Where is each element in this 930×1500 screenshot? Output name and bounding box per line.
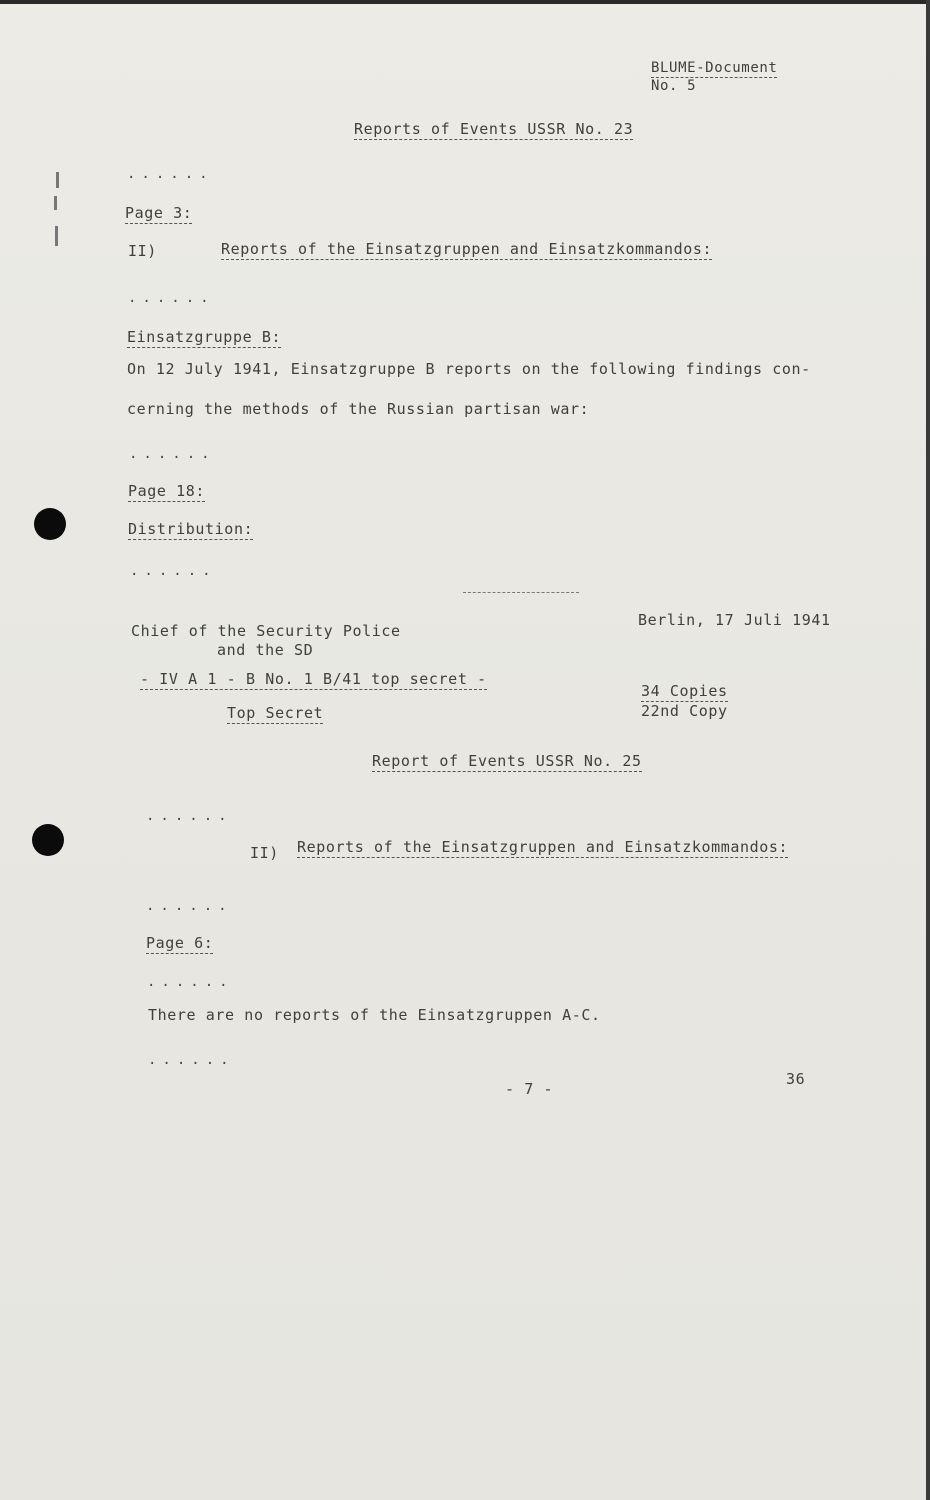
report-title: Reports of Events USSR No. 23: [354, 120, 634, 138]
ellipsis-marker: ......: [129, 446, 216, 462]
ellipsis-marker: ......: [128, 290, 215, 306]
punch-hole-upper: [34, 508, 66, 540]
report-title: Report of Events USSR No. 25: [372, 752, 642, 770]
scan-edge-top: [0, 0, 930, 4]
page-reference: Page 3:: [125, 204, 193, 222]
document-number: No. 5: [651, 78, 697, 94]
ellipsis-marker: ......: [146, 898, 233, 914]
ellipsis-marker: ......: [147, 974, 234, 990]
distribution-heading: Distribution:: [128, 520, 254, 538]
punch-hole-lower: [32, 824, 64, 856]
binding-mark: [54, 196, 57, 210]
stamp-number: 36: [786, 1070, 806, 1088]
document-label: BLUME-Document: [651, 60, 778, 76]
page-reference: Page 6:: [146, 934, 214, 952]
place-date: Berlin, 17 Juli 1941: [638, 611, 831, 629]
section-separator: [463, 592, 579, 593]
ellipsis-marker: ......: [148, 1052, 235, 1068]
page-number: - 7 -: [505, 1080, 554, 1098]
body-line: cerning the methods of the Russian partisan war:: [127, 400, 590, 418]
section-number: II): [128, 242, 157, 260]
classification: Top Secret: [227, 704, 324, 722]
section-number: II): [250, 844, 279, 862]
file-reference: - IV A 1 - B No. 1 B/41 top secret -: [140, 670, 487, 688]
scan-edge-right: [926, 0, 930, 1500]
body-line: On 12 July 1941, Einsatzgruppe B reports on the following findings con-: [127, 360, 811, 378]
binding-mark: [55, 226, 58, 246]
sender-line: and the SD: [217, 641, 314, 659]
section-title: Reports of the Einsatzgruppen and Einsatzkommandos:: [221, 240, 713, 258]
ellipsis-marker: ......: [146, 808, 233, 824]
sender-line: Chief of the Security Police: [131, 622, 401, 640]
copy-number: 22nd Copy: [641, 702, 728, 720]
binding-mark: [56, 172, 59, 188]
page-reference: Page 18:: [128, 482, 206, 500]
body-line: There are no reports of the Einsatzgruppen A-C.: [148, 1006, 601, 1024]
ellipsis-marker: ......: [130, 563, 217, 579]
ellipsis-marker: ......: [127, 166, 214, 182]
copies-count: 34 Copies: [641, 682, 728, 700]
section-title: Reports of the Einsatzgruppen and Einsatzkommandos:: [297, 838, 789, 856]
group-heading: Einsatzgruppe B:: [127, 328, 282, 346]
